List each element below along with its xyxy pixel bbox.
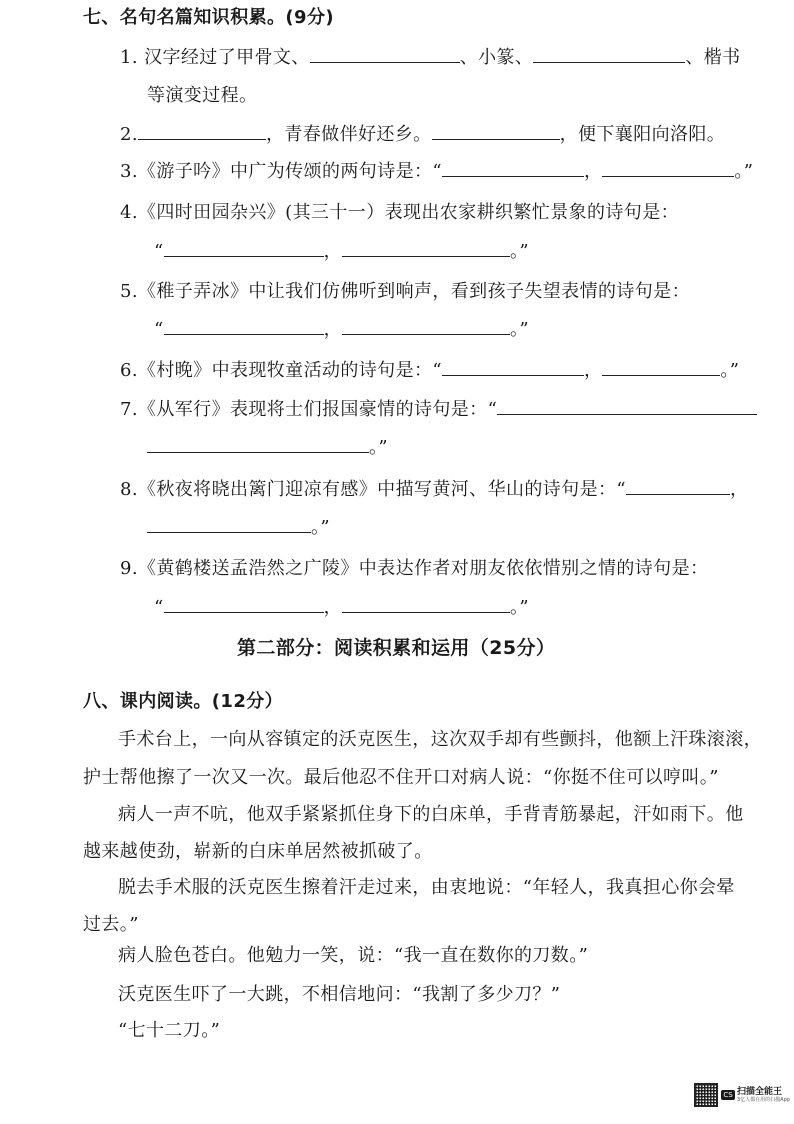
- part2-title: 第二部分：阅读积累和运用（25分）: [237, 637, 556, 659]
- question-7: 7.《从军行》表现将士们报国豪情的诗句是：“: [120, 398, 757, 422]
- question-6: 6.《村晚》中表现牧童活动的诗句是：“ ， 。”: [120, 360, 740, 381]
- section8-heading: 八、课内阅读。(12分）: [83, 691, 284, 712]
- answer-blank[interactable]: [342, 320, 510, 335]
- answer-blank[interactable]: [432, 125, 560, 140]
- scanner-watermark: [694, 1080, 790, 1110]
- answer-blank[interactable]: [602, 162, 734, 177]
- answer-blank[interactable]: [164, 598, 324, 613]
- question-5: 5.《稚子弄冰》中让我们仿佛听到响声，看到孩子失望表情的诗句是：: [120, 281, 690, 302]
- passage-line: 过去。”: [83, 914, 139, 935]
- question-4: 4.《四时田园杂兴》(其三十一）表现出农家耕织繁忙景象的诗句是：: [120, 202, 679, 223]
- passage-line: 脱去手术服的沃克医生擦着汗走过来，由衷地说：“年轻人，我真担心你会晕: [118, 877, 735, 898]
- question-2: 2. ，青春做伴好还乡。 ，便下襄阳向洛阳。: [120, 124, 726, 145]
- answer-blank[interactable]: [164, 320, 324, 335]
- qr-code-icon: [694, 1083, 718, 1107]
- passage-line: 病人一声不吭，他双手紧紧抓住身下的白床单，手背青筋暴起，汗如雨下。他: [118, 804, 744, 825]
- answer-blank[interactable]: [310, 48, 460, 63]
- question-4-cont: “ ， 。”: [154, 241, 530, 262]
- passage-line: 沃克医生吓了一大跳，不相信地问：“我割了多少刀？”: [118, 984, 561, 1005]
- answer-blank[interactable]: [147, 518, 311, 533]
- answer-blank[interactable]: [442, 162, 584, 177]
- answer-blank[interactable]: [626, 480, 730, 495]
- question-5-cont: “ ， 。”: [154, 319, 530, 340]
- passage-line: 越来越使劲，崭新的白床单居然被抓破了。: [83, 841, 433, 862]
- question-7-cont: 。”: [147, 436, 388, 460]
- answer-blank[interactable]: [164, 242, 324, 257]
- passage-line: 手术台上，一向从容镇定的沃克医生，这次双手却有些颤抖，他额上汗珠滚滚，: [118, 729, 762, 750]
- passage-line: 护士帮他擦了一次又一次。最后他忍不住开口对病人说：“你挺不住可以哼叫。”: [83, 767, 719, 788]
- answer-blank[interactable]: [533, 48, 685, 63]
- question-9-cont: “ ， 。”: [154, 597, 530, 618]
- camscanner-logo-icon: CS: [721, 1090, 735, 1100]
- question-1: 1. 汉字经过了甲骨文、 、小篆、 、楷书: [120, 47, 741, 68]
- answer-blank[interactable]: [342, 598, 510, 613]
- answer-blank[interactable]: [497, 400, 757, 415]
- section7-heading: 七、名句名篇知识积累。(9分): [83, 7, 334, 28]
- passage-line: “七十二刀。”: [118, 1020, 221, 1041]
- question-8-cont: 。”: [147, 516, 330, 540]
- watermark-title: 扫描全能王: [737, 1086, 783, 1097]
- answer-blank[interactable]: [602, 361, 720, 376]
- answer-blank[interactable]: [138, 125, 266, 140]
- answer-blank[interactable]: [342, 242, 510, 257]
- watermark-subtitle: 3亿人都在用的扫描App: [737, 1096, 790, 1103]
- answer-blank[interactable]: [147, 438, 369, 453]
- answer-blank[interactable]: [442, 361, 584, 376]
- question-3: 3.《游子吟》中广为传颂的两句诗是：“ ， 。”: [120, 161, 754, 182]
- question-1-cont: 等演变过程。: [147, 85, 258, 106]
- question-8: 8.《秋夜将晓出篱门迎凉有感》中描写黄河、华山的诗句是：“ ，: [120, 479, 749, 500]
- question-9: 9.《黄鹤楼送孟浩然之广陵》中表达作者对朋友依依惜别之情的诗句是：: [120, 558, 709, 579]
- passage-line: 病人脸色苍白。他勉力一笑，说：“我一直在数你的刀数。”: [118, 945, 589, 966]
